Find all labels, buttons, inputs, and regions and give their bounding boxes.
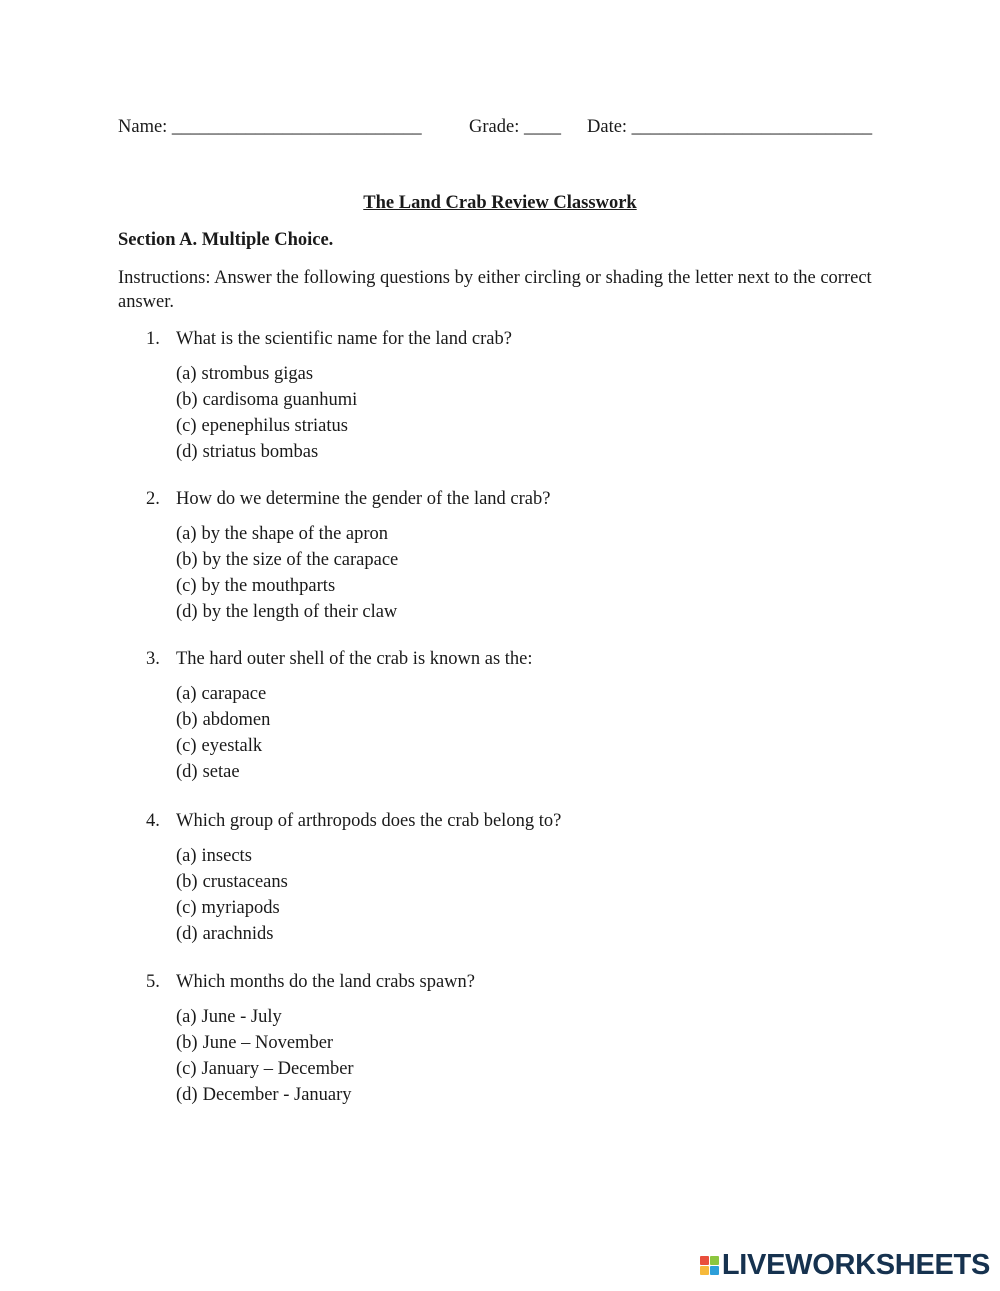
question-number: 5. — [146, 972, 160, 992]
answer-option[interactable] — [176, 523, 886, 549]
option-letter[interactable]: (b) — [176, 550, 198, 570]
option-text: arachnids — [202, 924, 274, 944]
option-letter[interactable]: (b) — [176, 1033, 198, 1053]
option-text: insects — [201, 846, 252, 866]
option-letter[interactable]: (d) — [176, 924, 198, 944]
option-text: crustaceans — [202, 872, 288, 892]
option-letter[interactable]: (b) — [176, 390, 198, 410]
option-letter[interactable]: (d) — [176, 602, 198, 622]
question-stem — [146, 811, 886, 845]
question-item — [146, 811, 886, 949]
answer-option[interactable] — [176, 363, 886, 389]
answer-options — [176, 683, 886, 787]
instructions-text: Instructions: Answer the following questions by either circling or shading the letter next to the correct answer. — [118, 268, 872, 312]
question-item — [146, 489, 886, 627]
question-stem — [146, 649, 886, 683]
option-letter[interactable]: (c) — [176, 416, 197, 436]
option-letter[interactable]: (d) — [176, 1085, 198, 1105]
answer-options — [176, 523, 886, 627]
option-text: setae — [202, 762, 240, 782]
grade-field[interactable]: Grade: ____ — [469, 117, 561, 137]
option-text: June - July — [201, 1007, 282, 1027]
option-text: abdomen — [202, 710, 271, 730]
option-letter[interactable]: (a) — [176, 364, 197, 384]
answer-option[interactable] — [176, 1032, 886, 1058]
answer-option[interactable] — [176, 683, 886, 709]
answer-option[interactable] — [176, 601, 886, 627]
option-letter[interactable]: (a) — [176, 524, 197, 544]
answer-option[interactable] — [176, 761, 886, 787]
answer-options — [176, 363, 886, 467]
option-letter[interactable]: (c) — [176, 1059, 197, 1079]
option-letter[interactable]: (a) — [176, 684, 197, 704]
date-field[interactable]: Date: __________________________ — [587, 117, 873, 137]
question-number: 2. — [146, 489, 160, 509]
answer-option[interactable] — [176, 1084, 886, 1110]
option-letter[interactable]: (c) — [176, 576, 197, 596]
logo-block — [700, 1266, 709, 1275]
question-text: Which group of arthropods does the crab belong to? — [176, 811, 562, 831]
option-text: epenephilus striatus — [201, 416, 348, 436]
liveworksheets-logo — [700, 1249, 990, 1282]
answer-option[interactable] — [176, 709, 886, 735]
question-number: 4. — [146, 811, 160, 831]
question-stem — [146, 489, 886, 523]
option-letter[interactable]: (c) — [176, 898, 197, 918]
option-text: June – November — [202, 1033, 334, 1053]
answer-option[interactable] — [176, 845, 886, 871]
option-text: by the mouthparts — [201, 576, 336, 596]
logo-wordmark: LIVEWORKSHEETS — [721, 1249, 990, 1281]
question-text: The hard outer shell of the crab is known as the: — [176, 649, 533, 669]
option-text: eyestalk — [201, 736, 263, 756]
logo-block — [710, 1266, 719, 1275]
option-text: by the size of the carapace — [202, 550, 399, 570]
question-item — [146, 972, 886, 1110]
question-stem — [146, 329, 886, 363]
option-letter[interactable]: (b) — [176, 872, 198, 892]
option-text: cardisoma guanhumi — [202, 390, 358, 410]
option-text: strombus gigas — [201, 364, 314, 384]
answer-options — [176, 845, 886, 949]
answer-option[interactable] — [176, 871, 886, 897]
answer-option[interactable] — [176, 415, 886, 441]
question-number: 3. — [146, 649, 160, 669]
option-text: by the shape of the apron — [201, 524, 389, 544]
page-title: The Land Crab Review Classwork — [363, 193, 637, 213]
option-text: carapace — [201, 684, 267, 704]
option-letter[interactable]: (a) — [176, 846, 197, 866]
option-text: myriapods — [201, 898, 280, 918]
question-item — [146, 329, 886, 467]
answer-option[interactable] — [176, 1058, 886, 1084]
logo-block — [700, 1256, 709, 1265]
question-text: Which months do the land crabs spawn? — [176, 972, 476, 992]
question-item — [146, 649, 886, 787]
option-letter[interactable]: (d) — [176, 442, 198, 462]
option-letter[interactable]: (b) — [176, 710, 198, 730]
logo-block — [710, 1256, 719, 1265]
section-heading: Section A. Multiple Choice. — [118, 230, 334, 250]
option-text: January – December — [201, 1059, 354, 1079]
option-letter[interactable]: (d) — [176, 762, 198, 782]
option-text: by the length of their claw — [202, 602, 398, 622]
answer-option[interactable] — [176, 389, 886, 415]
answer-option[interactable] — [176, 735, 886, 761]
logo-blocks-icon — [700, 1256, 719, 1275]
question-stem — [146, 972, 886, 1006]
answer-option[interactable] — [176, 549, 886, 575]
question-text: What is the scientific name for the land crab? — [176, 329, 512, 349]
option-letter[interactable]: (c) — [176, 736, 197, 756]
option-text: striatus bombas — [202, 442, 319, 462]
answer-option[interactable] — [176, 897, 886, 923]
option-text: December - January — [202, 1085, 352, 1105]
question-text: How do we determine the gender of the land crab? — [176, 489, 551, 509]
name-field[interactable]: Name: ___________________________ — [118, 117, 422, 137]
answer-options — [176, 1006, 886, 1110]
answer-option[interactable] — [176, 575, 886, 601]
option-letter[interactable]: (a) — [176, 1007, 197, 1027]
answer-option[interactable] — [176, 441, 886, 467]
answer-option[interactable] — [176, 1006, 886, 1032]
answer-option[interactable] — [176, 923, 886, 949]
question-number: 1. — [146, 329, 160, 349]
